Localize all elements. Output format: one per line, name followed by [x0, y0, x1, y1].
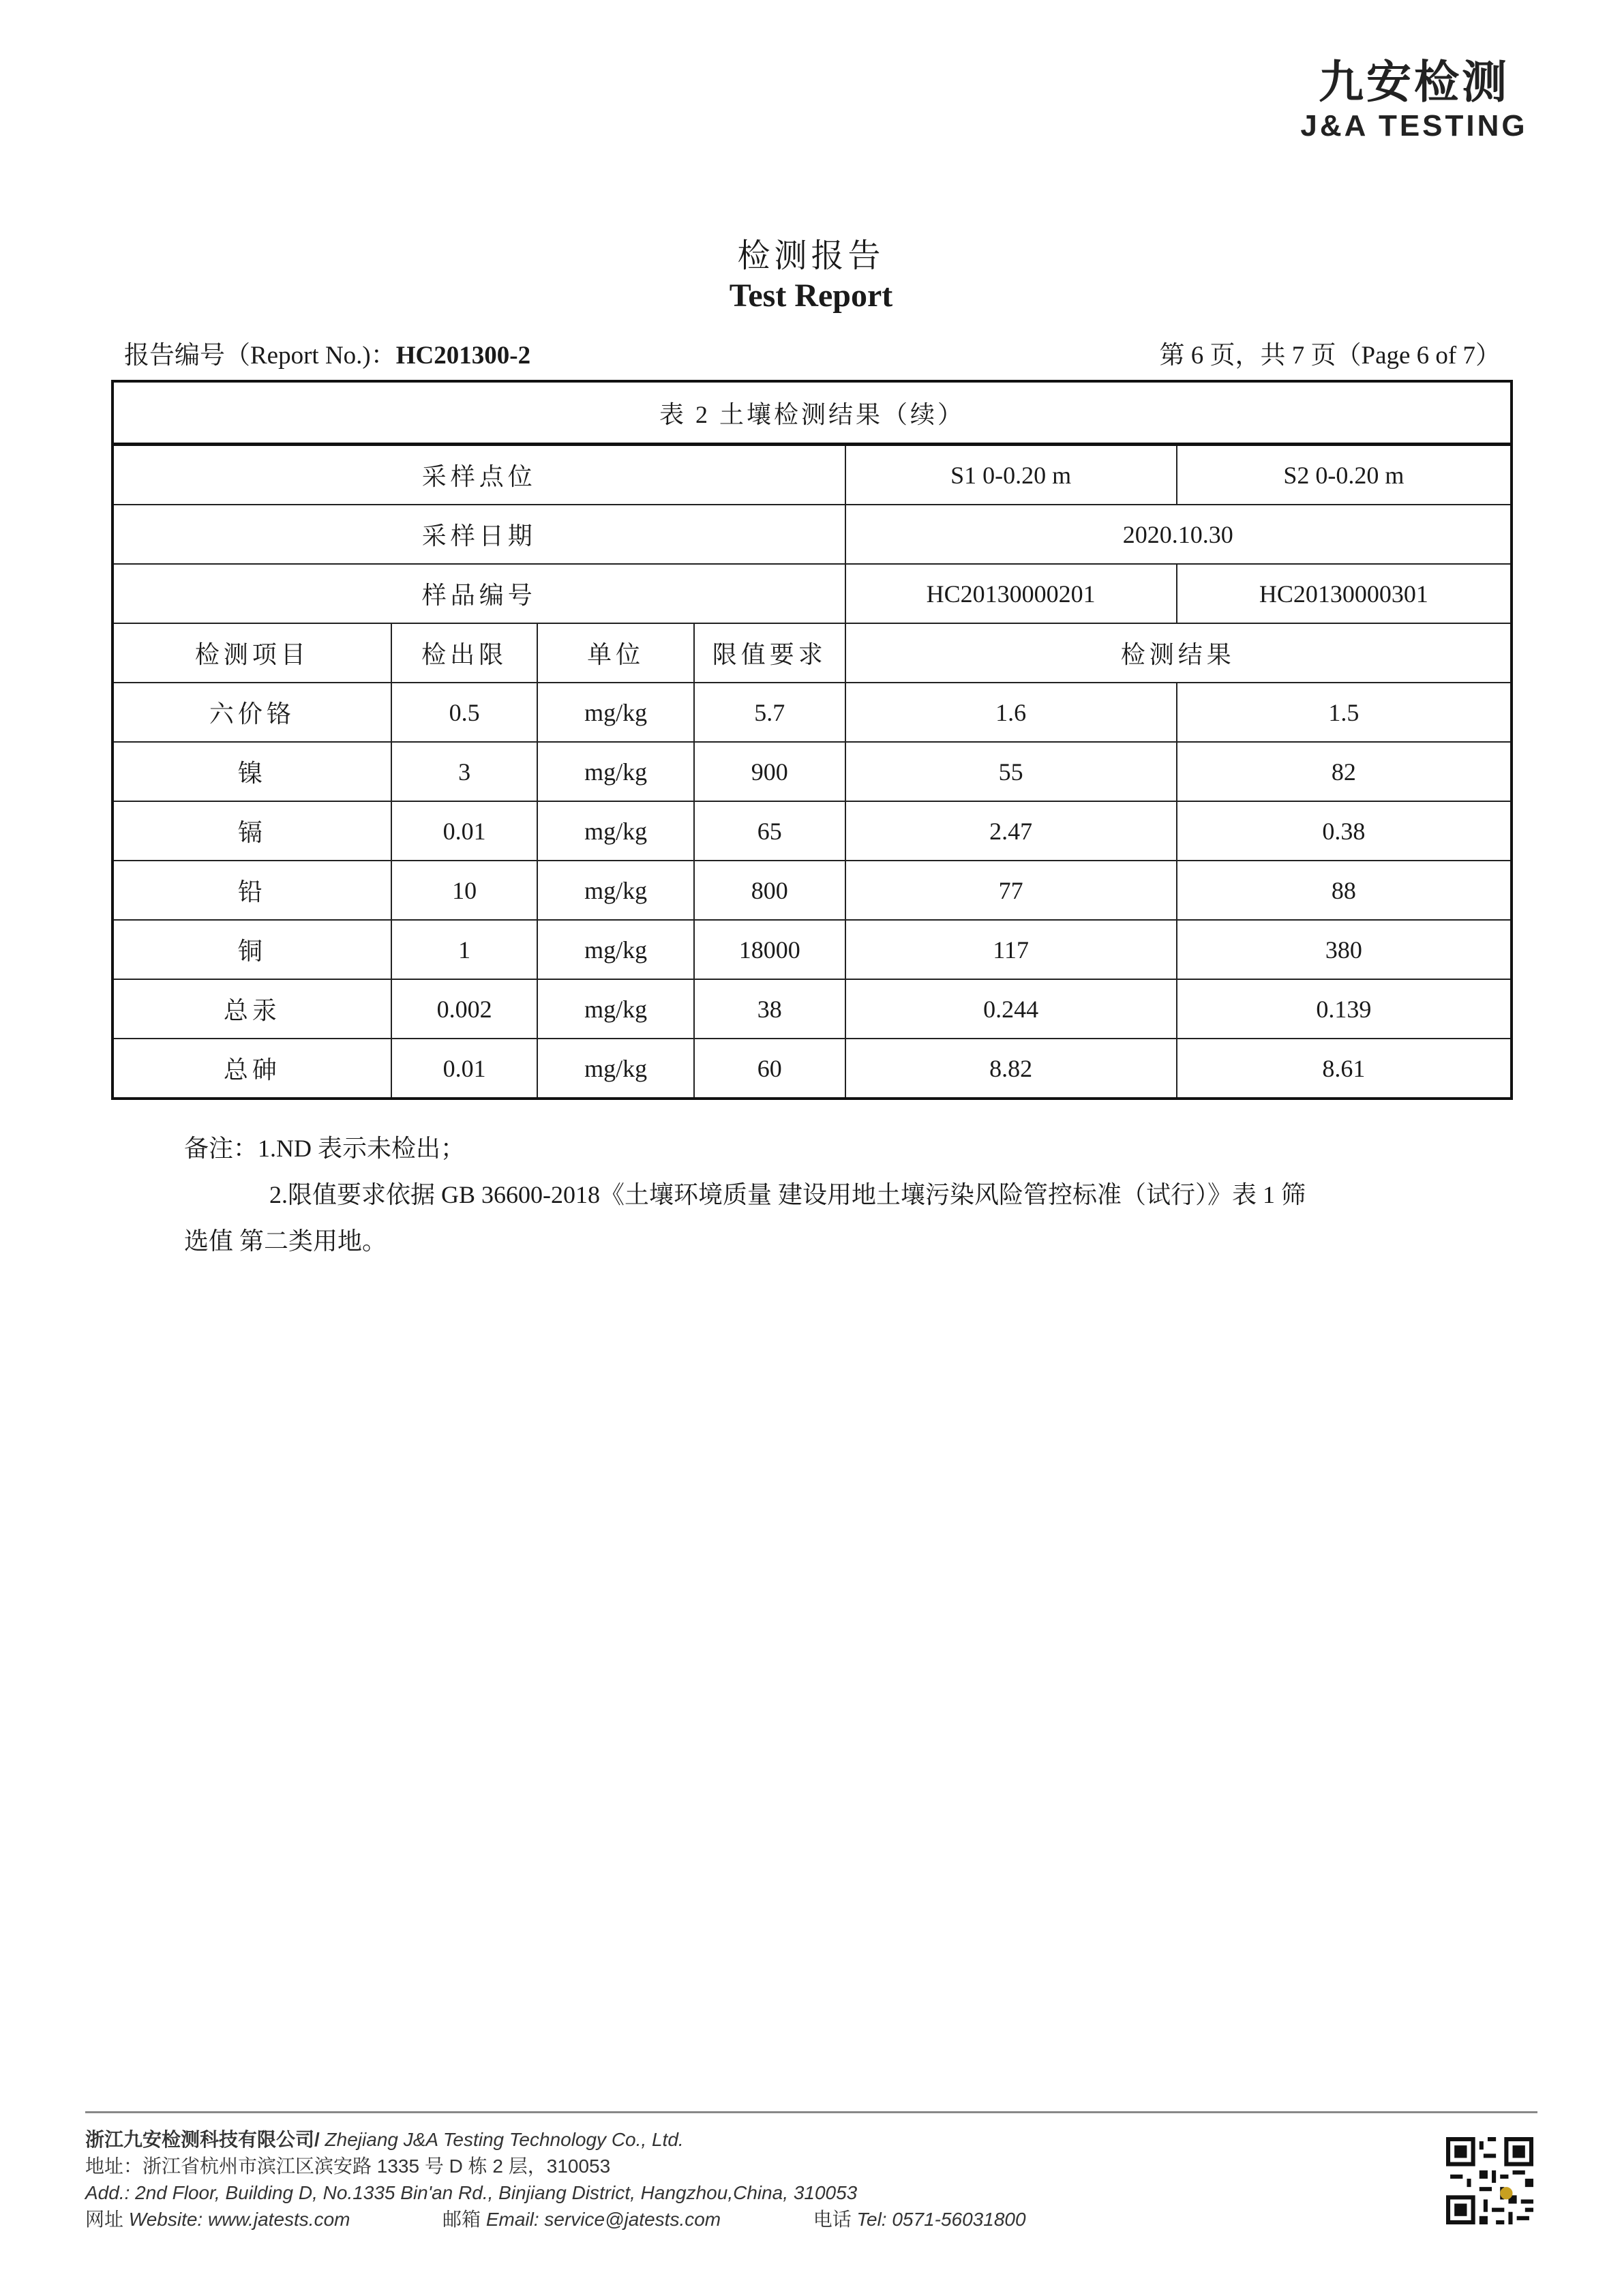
row-result-s1: 0.244 [845, 979, 1177, 1039]
row-item: 镉 [112, 801, 391, 861]
table-header-row [112, 623, 1512, 683]
row-requirement: 800 [694, 861, 845, 920]
header-result: 检测结果 [845, 623, 1512, 683]
row-requirement: 18000 [694, 920, 845, 979]
soil-results-table [111, 380, 1513, 1100]
row-unit: mg/kg [537, 683, 694, 742]
table-row [112, 979, 1512, 1039]
table-row [112, 683, 1512, 742]
row-item: 六价铬 [112, 683, 391, 742]
header-unit: 单位 [537, 623, 694, 683]
row-item: 总汞 [112, 979, 391, 1039]
table-row [112, 920, 1512, 979]
row-result-s1: 2.47 [845, 801, 1177, 861]
row-unit: mg/kg [537, 861, 694, 920]
report-number-label: 报告编号（Report No.)： [124, 342, 396, 370]
footer-email: Email: service@jatests.com [485, 2209, 721, 2230]
sample-id-s2: HC20130000301 [1177, 564, 1512, 623]
row-requirement: 65 [694, 801, 845, 861]
footer-website: Website: www.jatests.com [128, 2209, 350, 2230]
table-row [112, 801, 1512, 861]
logo-en-text: J&A TESTING [1300, 109, 1528, 143]
company-logo [1298, 56, 1530, 143]
note-line-2: 2.限值要求依据 GB 36600-2018《土壤环境质量 建设用地土壤污染风险管控标准（试行）》表 1 筛 [269, 1181, 1306, 1208]
qr-code-icon [1446, 2137, 1533, 2224]
row-requirement: 60 [694, 1039, 845, 1099]
row-limit: 0.5 [391, 683, 538, 742]
sample-id-label: 样品编号 [112, 564, 845, 623]
footer [85, 2126, 1026, 2233]
footer-company-cn: 浙江九安检测科技有限公司/ [85, 2129, 320, 2150]
header-item: 检测项目 [112, 623, 391, 683]
row-requirement: 38 [694, 979, 845, 1039]
notes [184, 1125, 1306, 1264]
footer-address-cn: 地址：浙江省杭州市滨江区滨安路 1335 号 D 栋 2 层，310053 [85, 2156, 611, 2177]
row-result-s2: 88 [1177, 861, 1512, 920]
row-unit: mg/kg [537, 742, 694, 801]
sampling-point-s1: S1 0-0.20 m [845, 445, 1177, 505]
note-line-3: 选值 第二类用地。 [184, 1227, 387, 1255]
row-unit: mg/kg [537, 920, 694, 979]
sample-id-s1: HC20130000201 [845, 564, 1177, 623]
row-item: 铜 [112, 920, 391, 979]
table-row [112, 861, 1512, 920]
row-result-s1: 77 [845, 861, 1177, 920]
row-result-s2: 0.139 [1177, 979, 1512, 1039]
table-row [112, 1039, 1512, 1099]
sampling-date: 2020.10.30 [845, 505, 1512, 564]
row-item: 铅 [112, 861, 391, 920]
sampling-point-label: 采样点位 [112, 445, 845, 505]
note-line-1: 备注：1.ND 表示未检出； [184, 1135, 465, 1162]
row-result-s2: 8.61 [1177, 1039, 1512, 1099]
report-number [124, 334, 530, 371]
header-requirement: 限值要求 [694, 623, 845, 683]
report-title-cn: 检测报告 [737, 238, 885, 274]
row-requirement: 900 [694, 742, 845, 801]
row-unit: mg/kg [537, 979, 694, 1039]
row-result-s1: 117 [845, 920, 1177, 979]
row-limit: 0.01 [391, 1039, 538, 1099]
footer-address-en: Add.: 2nd Floor, Building D, No.1335 Bin'an Rd., Binjiang District, Hangzhou,China, 310053 [85, 2182, 858, 2203]
footer-divider [85, 2111, 1537, 2113]
footer-tel: Tel: 0571-56031800 [856, 2209, 1026, 2230]
sampling-point-s2: S2 0-0.20 m [1177, 445, 1512, 505]
table-row [112, 742, 1512, 801]
report-title-en: Test Report [729, 278, 893, 314]
footer-tel-label: 电话 [813, 2209, 857, 2230]
row-limit: 1 [391, 920, 538, 979]
row-requirement: 5.7 [694, 683, 845, 742]
row-result-s2: 1.5 [1177, 683, 1512, 742]
footer-website-label: 网址 [85, 2209, 129, 2230]
footer-company-en: Zhejiang J&A Testing Technology Co., Ltd. [319, 2129, 684, 2150]
row-unit: mg/kg [537, 1039, 694, 1099]
row-unit: mg/kg [537, 801, 694, 861]
row-limit: 3 [391, 742, 538, 801]
table-caption: 表 2 土壤检测结果（续） [112, 381, 1512, 445]
row-limit: 10 [391, 861, 538, 920]
footer-email-label: 邮箱 [442, 2209, 486, 2230]
logo-cn-text: 九安检测 [1319, 56, 1510, 108]
row-result-s1: 55 [845, 742, 1177, 801]
row-result-s2: 82 [1177, 742, 1512, 801]
page-info: 第 6 页，共 7 页（Page 6 of 7） [1159, 342, 1501, 370]
row-item: 镍 [112, 742, 391, 801]
row-limit: 0.002 [391, 979, 538, 1039]
row-result-s1: 8.82 [845, 1039, 1177, 1099]
row-result-s2: 380 [1177, 920, 1512, 979]
row-result-s2: 0.38 [1177, 801, 1512, 861]
row-result-s1: 1.6 [845, 683, 1177, 742]
header-limit: 检出限 [391, 623, 538, 683]
row-limit: 0.01 [391, 801, 538, 861]
row-item: 总砷 [112, 1039, 391, 1099]
sampling-date-label: 采样日期 [112, 505, 845, 564]
report-number-value: HC201300-2 [395, 342, 531, 370]
